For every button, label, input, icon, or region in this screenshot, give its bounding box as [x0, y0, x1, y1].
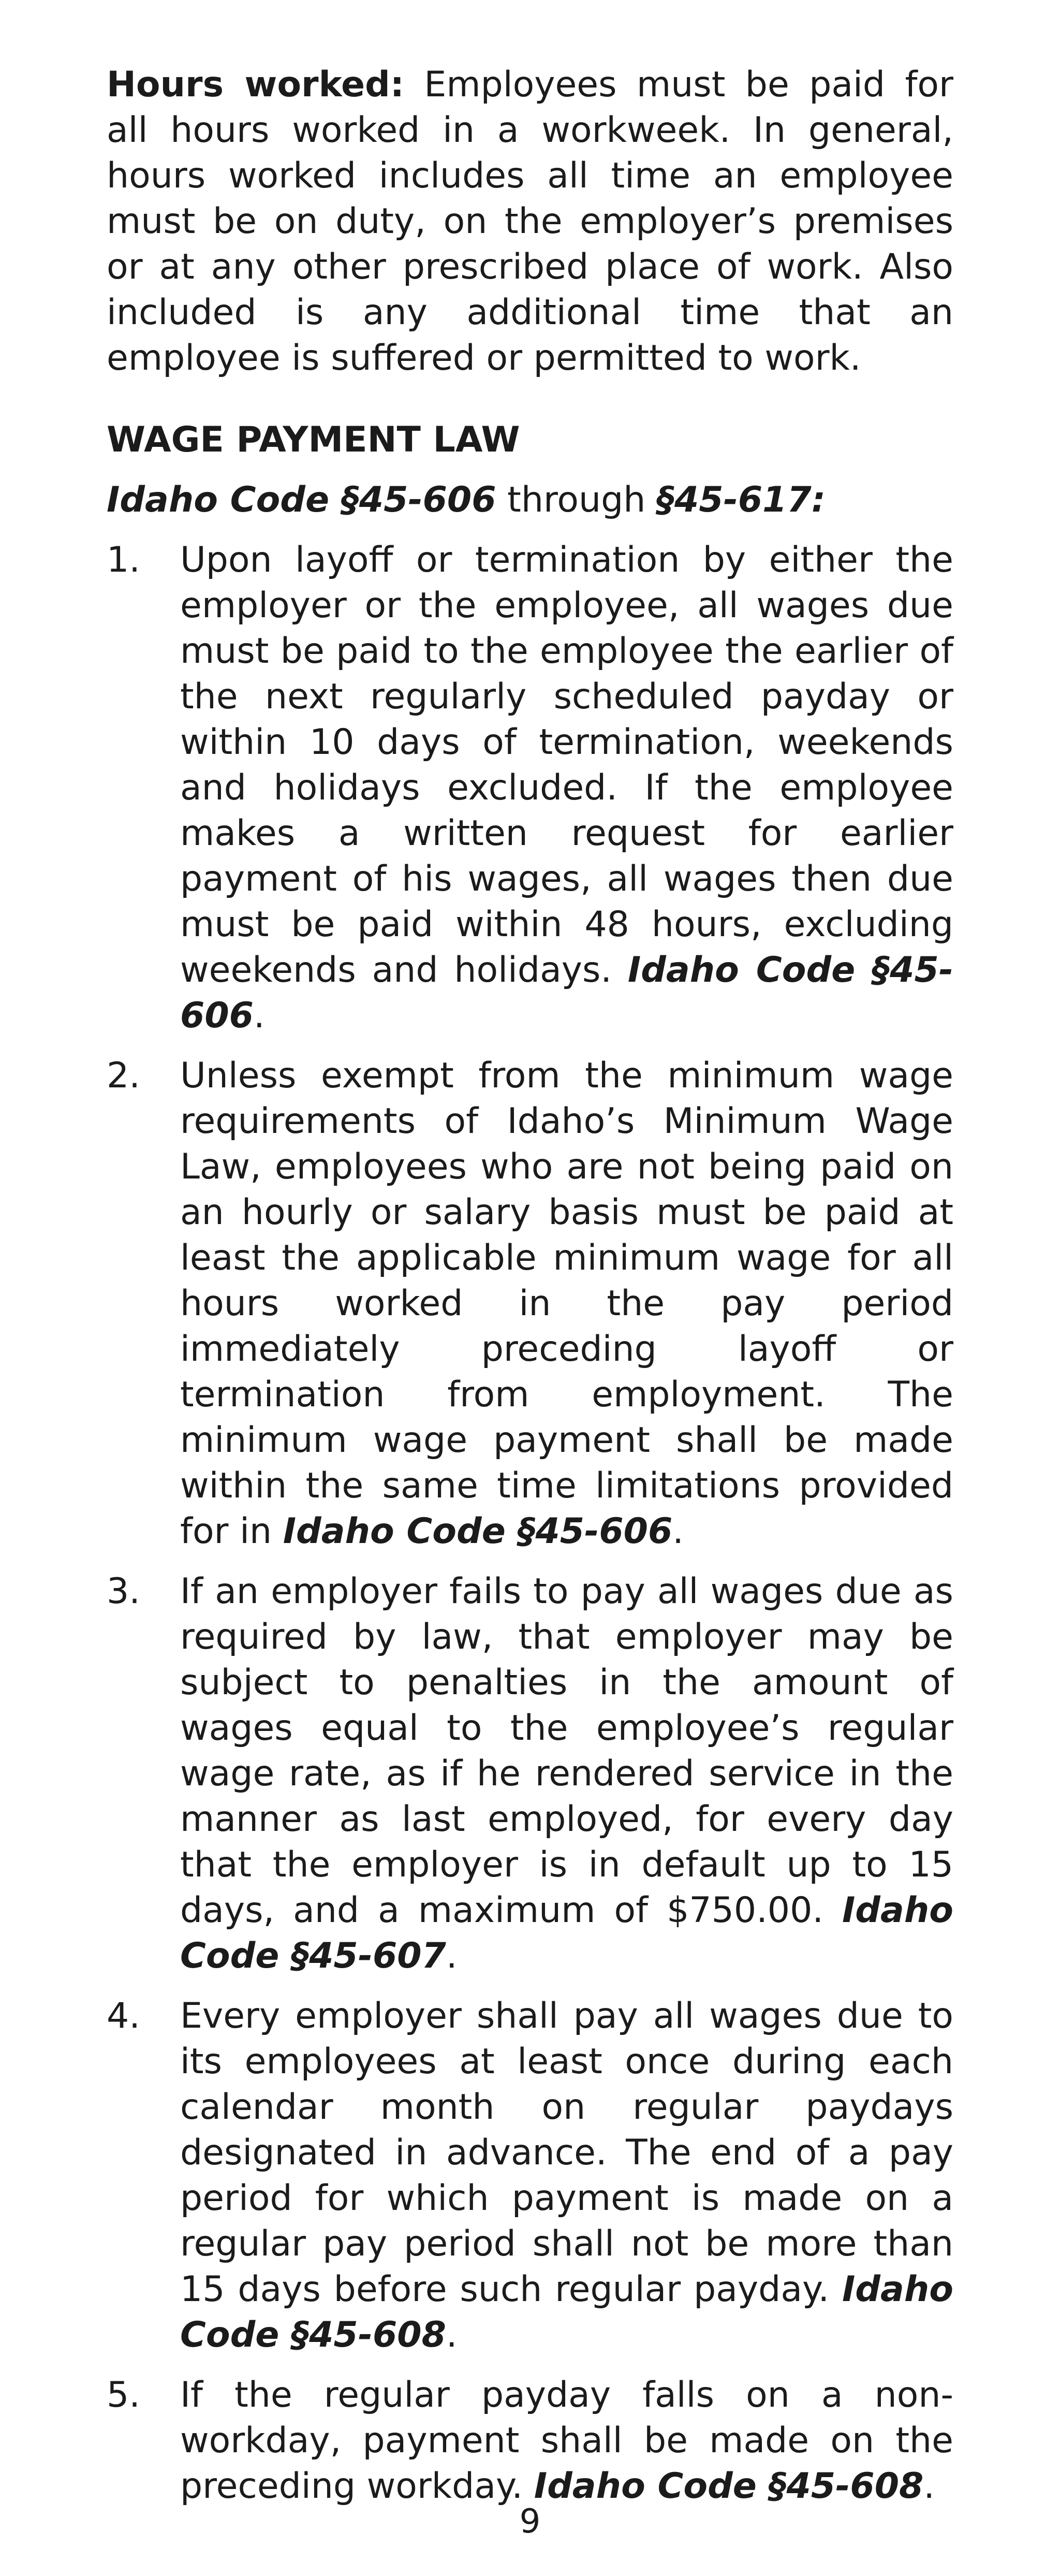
item-end: . — [253, 995, 265, 1036]
item-number: 3. — [107, 1571, 140, 1612]
page-number: 9 — [519, 2502, 541, 2541]
section-heading: WAGE PAYMENT LAW — [107, 419, 520, 460]
item-text — [180, 2373, 953, 2509]
item-text — [180, 537, 953, 1039]
hours-worked-paragraph — [107, 62, 953, 381]
item-citation: Idaho Code §45-607 — [180, 1890, 953, 1976]
list-item — [107, 1993, 953, 2358]
wage-rules-list — [107, 537, 953, 2509]
list-item — [107, 2373, 953, 2509]
list-item — [107, 537, 953, 1039]
item-end: . — [446, 2315, 458, 2355]
citation-start: Idaho Code §45-606 — [107, 479, 496, 520]
item-body: If an employer fails to pay all wages due as required by law, that employer may be subject to penalties in the amount of wages equal to the employee’s regular wage rate, as if he rendered service in the manner as last employed, for every day that the employer is in default up to 15 days, and a maximum of $750.00. — [180, 1571, 953, 1931]
item-body: Every employer shall pay all wages due to its employees at least once during each calendar month on regular paydays designated in advance. The end of a pay period for which payment is made on a regular pay period shall not be more than 15 days before such regular payday. — [180, 1996, 953, 2310]
item-text — [180, 1053, 953, 1554]
list-item — [107, 1569, 953, 1979]
item-text — [180, 1993, 953, 2358]
item-number: 4. — [107, 1996, 140, 2036]
item-body: Upon layoff or termination by either the employer or the employee, all wages due must be paid to the employee the earlier of the next regularly scheduled payday or within 10 days of termination, weekends and holidays excluded. If the employee makes a written request for earlier payment of his wages, all wages then due must be paid within 48 hours, excluding weekends and holidays. — [180, 540, 953, 991]
citation-end: §45-617: — [656, 479, 826, 520]
list-item — [107, 1053, 953, 1554]
item-number: 1. — [107, 540, 140, 580]
item-end: . — [672, 1511, 684, 1552]
item-number: 5. — [107, 2375, 140, 2415]
item-citation: Idaho Code §45-606 — [180, 950, 954, 1036]
citation-mid: through — [496, 479, 657, 520]
item-body: If the regular payday falls on a non-workday, payment shall be made on the preceding workday. — [180, 2375, 953, 2507]
item-body: Unless exempt from the minimum wage requirements of Idaho’s Minimum Wage Law, employees who are not being paid on an hourly or salary basis must be paid at least the applicable minimum wage for all hours worked in the pay period immediately preceding layoff or termination from employment. The minimum wage payment shall be made within the same time limitations provided for in — [180, 1055, 953, 1552]
item-end: . — [923, 2466, 935, 2507]
item-citation: Idaho Code §45-608 — [534, 2466, 924, 2507]
item-number: 2. — [107, 1055, 140, 1096]
item-text — [180, 1569, 953, 1979]
hours-worked-label: Hours worked: — [107, 64, 404, 105]
hours-worked-text: Employees must be paid for all hours worked in a workweek. In general, hours worked includes all time an employee must be on duty, on the employer’s premises or at any other prescribed place of work. Also included is any additional time that an employee is suffered or permitted to work. — [107, 64, 953, 379]
section-citation — [107, 477, 953, 523]
item-end: . — [446, 1935, 458, 1976]
item-citation: Idaho Code §45-606 — [283, 1511, 673, 1552]
item-citation: Idaho Code §45-608 — [180, 2269, 953, 2355]
